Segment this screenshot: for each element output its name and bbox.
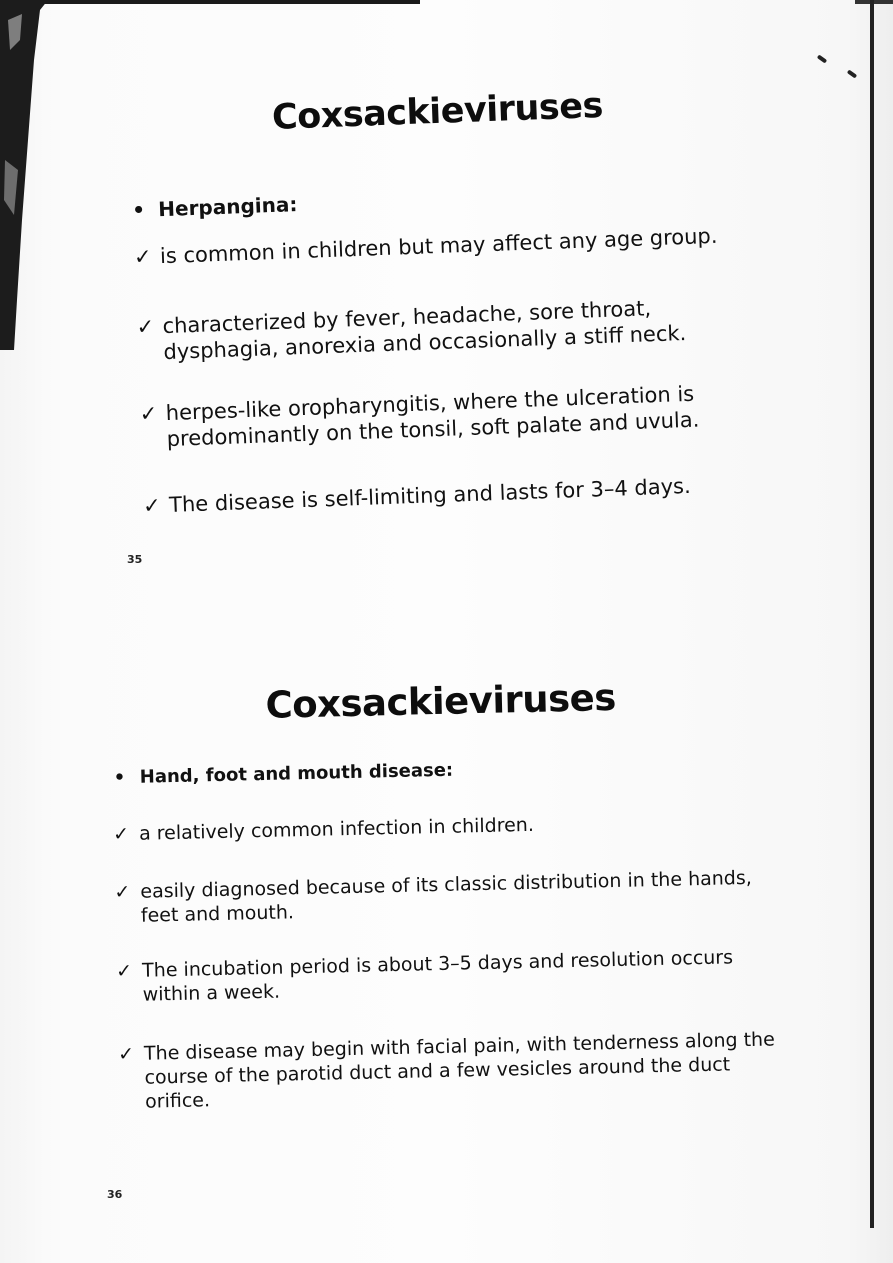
list-item-text: is common in children but may affect any age group.: [159, 223, 718, 269]
slide-35: [0, 44, 893, 636]
slide-36: [0, 650, 893, 1230]
bullet-icon: •: [113, 767, 126, 789]
section-heading-text: Herpangina:: [157, 192, 298, 222]
checkmark-icon: ✓: [139, 401, 158, 427]
checkmark-icon: ✓: [133, 244, 153, 270]
section-heading: [114, 760, 454, 789]
scan-top-edge-shadow: [40, 0, 420, 4]
checkmark-icon: ✓: [117, 1042, 135, 1066]
checkmark-icon: ✓: [142, 493, 162, 518]
checkmark-icon: ✓: [112, 823, 130, 846]
list-item: [139, 379, 741, 453]
list-item: [116, 944, 787, 1007]
slide-title: Coxsackieviruses: [271, 85, 604, 138]
checkmark-icon: ✓: [136, 314, 155, 340]
list-item-text: The incubation period is about 3–5 days and resolution occurs within a week.: [141, 946, 734, 1006]
list-item: [114, 865, 785, 928]
list-item: [134, 222, 735, 270]
list-item: [136, 292, 738, 366]
section-heading-text: Hand, foot and mouth disease:: [139, 759, 454, 788]
list-item: [118, 1027, 789, 1114]
page-number: 35: [127, 553, 143, 566]
list-item-text: The disease may begin with facial pain, with tenderness along the course of the parotid duct and a few vesicles around the duct orifice.: [143, 1028, 775, 1113]
list-item-text: a relatively common infection in children.: [138, 813, 535, 845]
list-item: [143, 471, 744, 519]
checkmark-icon: ✓: [115, 959, 133, 983]
list-item-text: characterized by fever, headache, sore throat, dysphagia, anorexia and occasionally a stiff neck.: [162, 296, 687, 365]
scan-top-right-edge-shadow: [855, 0, 893, 4]
section-heading: [132, 192, 298, 222]
page-number: 36: [107, 1188, 123, 1201]
checkmark-icon: ✓: [114, 881, 131, 904]
slide-title: Coxsackieviruses: [265, 675, 617, 727]
list-item: [113, 807, 783, 846]
list-item-text: herpes-like oropharyngitis, where the ulceration is predominantly on the tonsil, soft palate and uvula.: [165, 381, 700, 452]
list-item-text: The disease is self-limiting and lasts for 3–4 days.: [168, 473, 692, 518]
bullet-icon: •: [131, 197, 146, 223]
list-item-text: easily diagnosed because of its classic distribution in the hands, feet and mouth.: [140, 866, 753, 927]
